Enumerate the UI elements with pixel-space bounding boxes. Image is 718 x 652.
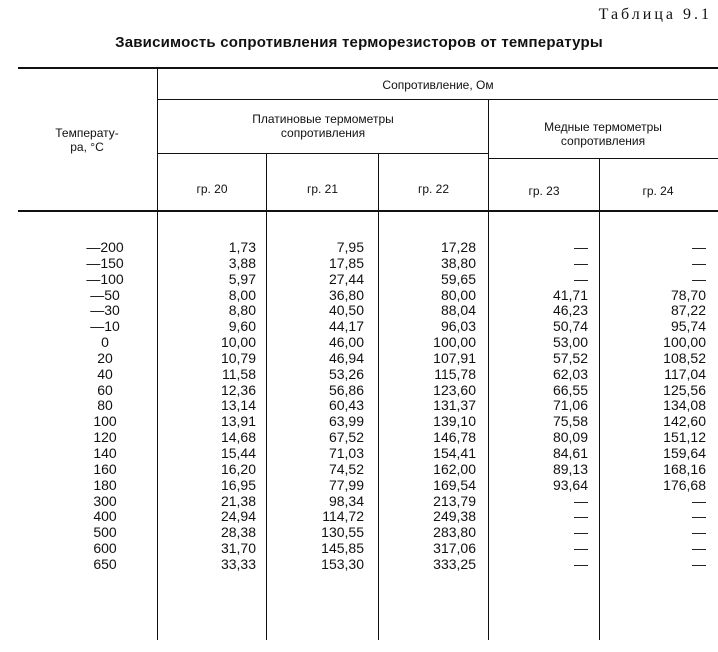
resistance-header: Сопротивление, Ом bbox=[382, 78, 494, 92]
temperature-column: —200 —150 —100 —50 —30 —10 0 20 40 60 80 100 120 140 160 180 300 400 500 600 650 bbox=[86, 239, 124, 572]
table-label: Таблица 9.1 bbox=[598, 6, 712, 23]
gr22-column: 17,28 38,80 59,65 80,00 88,04 96,03 100,00 107,91 115,78 123,60 131,37 139,10 146,78 154,41 162,00 169,54 213,79 249,38 283,80 317,06 333,25 bbox=[433, 239, 476, 572]
top-rule bbox=[18, 67, 718, 69]
gr23-divider bbox=[599, 159, 600, 640]
gr20-divider bbox=[266, 154, 267, 640]
gr20-column: 1,73 3,88 5,97 8,00 8,80 9,60 10,00 10,79 11,58 12,36 13,14 13,91 14,68 15,44 16,20 16,95 21,38 24,94 28,38 31,70 33,33 bbox=[220, 239, 256, 572]
group-header-23: гр. 23 bbox=[528, 184, 560, 198]
gr21-column: 7,95 17,85 27,44 36,80 40,50 44,17 46,00 46,94 53,26 56,86 60,43 63,99 67,52 71,03 74,52 77,99 98,34 114,72 130,55 145,85 153,30 bbox=[321, 239, 364, 572]
temperature-header: Температу- ра, °С bbox=[55, 126, 119, 154]
group-header-20: гр. 20 bbox=[196, 182, 228, 196]
gr24-column: — — — 78,70 87,22 95,74 100,00 108,52 117,04 125,56 134,08 142,60 151,12 159,64 168,16 176,68 — — — — — bbox=[663, 239, 706, 572]
resistance-rule bbox=[158, 99, 718, 100]
copper-header: Медные термометры сопротивления bbox=[544, 120, 662, 148]
gr23-column: — — — 41,71 46,23 50,74 53,00 57,52 62,03 66,55 71,06 75,58 80,09 84,61 89,13 93,64 — — — — — bbox=[552, 239, 588, 572]
copper-rule bbox=[488, 158, 718, 159]
group-divider bbox=[488, 100, 489, 640]
group-header-22: гр. 22 bbox=[417, 182, 450, 196]
platinum-rule bbox=[158, 153, 488, 154]
header-bottom-rule bbox=[18, 210, 718, 212]
table-title: Зависимость сопротивления терморезисторов от температуры bbox=[115, 34, 603, 51]
temp-divider bbox=[157, 68, 158, 640]
platinum-header: Платиновые термометры сопротивления bbox=[252, 112, 394, 140]
gr21-divider bbox=[378, 154, 379, 640]
group-header-24: гр. 24 bbox=[642, 184, 674, 198]
group-header-21: гр. 21 bbox=[306, 182, 339, 196]
